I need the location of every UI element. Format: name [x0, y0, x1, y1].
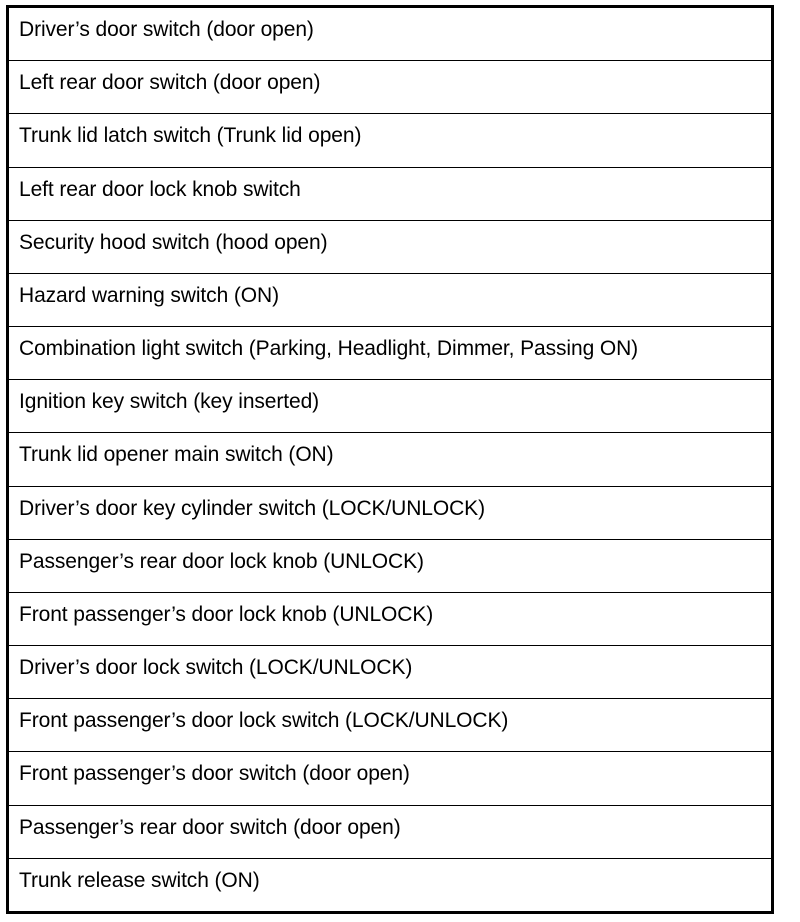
table-row [9, 114, 771, 167]
table-row [9, 646, 771, 699]
row-label: Driver’s door switch (door open) [19, 18, 314, 42]
row-label: Front passenger’s door lock switch (LOCK/UNLOCK) [19, 709, 509, 733]
table-row [9, 8, 771, 61]
table-row [9, 593, 771, 646]
row-label: Left rear door lock knob switch [19, 177, 301, 201]
row-label: Left rear door switch (door open) [19, 71, 321, 95]
row-label: Driver’s door key cylinder switch (LOCK/UNLOCK) [19, 496, 485, 520]
row-label: Passenger’s rear door switch (door open) [19, 815, 401, 839]
row-label: Hazard warning switch (ON) [19, 283, 279, 307]
row-label: Security hood switch (hood open) [19, 230, 328, 254]
table-row [9, 540, 771, 593]
table-row [9, 859, 771, 911]
table-row [9, 380, 771, 433]
row-label: Front passenger’s door switch (door open) [19, 762, 410, 786]
table-row [9, 274, 771, 327]
table-row [9, 487, 771, 540]
table-row [9, 433, 771, 486]
table-row [9, 327, 771, 380]
switch-list-table [6, 5, 774, 914]
table-row [9, 61, 771, 114]
table-row [9, 699, 771, 752]
row-label: Passenger’s rear door lock knob (UNLOCK) [19, 549, 424, 573]
row-label: Driver’s door lock switch (LOCK/UNLOCK) [19, 656, 413, 680]
row-label: Trunk release switch (ON) [19, 868, 260, 892]
row-label: Front passenger’s door lock knob (UNLOCK) [19, 602, 434, 626]
row-label: Ignition key switch (key inserted) [19, 390, 320, 414]
row-label: Trunk lid opener main switch (ON) [19, 443, 334, 467]
row-label: Combination light switch (Parking, Headlight, Dimmer, Passing ON) [19, 337, 639, 361]
row-label: Trunk lid latch switch (Trunk lid open) [19, 124, 362, 148]
table-row [9, 752, 771, 805]
table-row [9, 806, 771, 859]
table-row [9, 221, 771, 274]
table-row [9, 168, 771, 221]
